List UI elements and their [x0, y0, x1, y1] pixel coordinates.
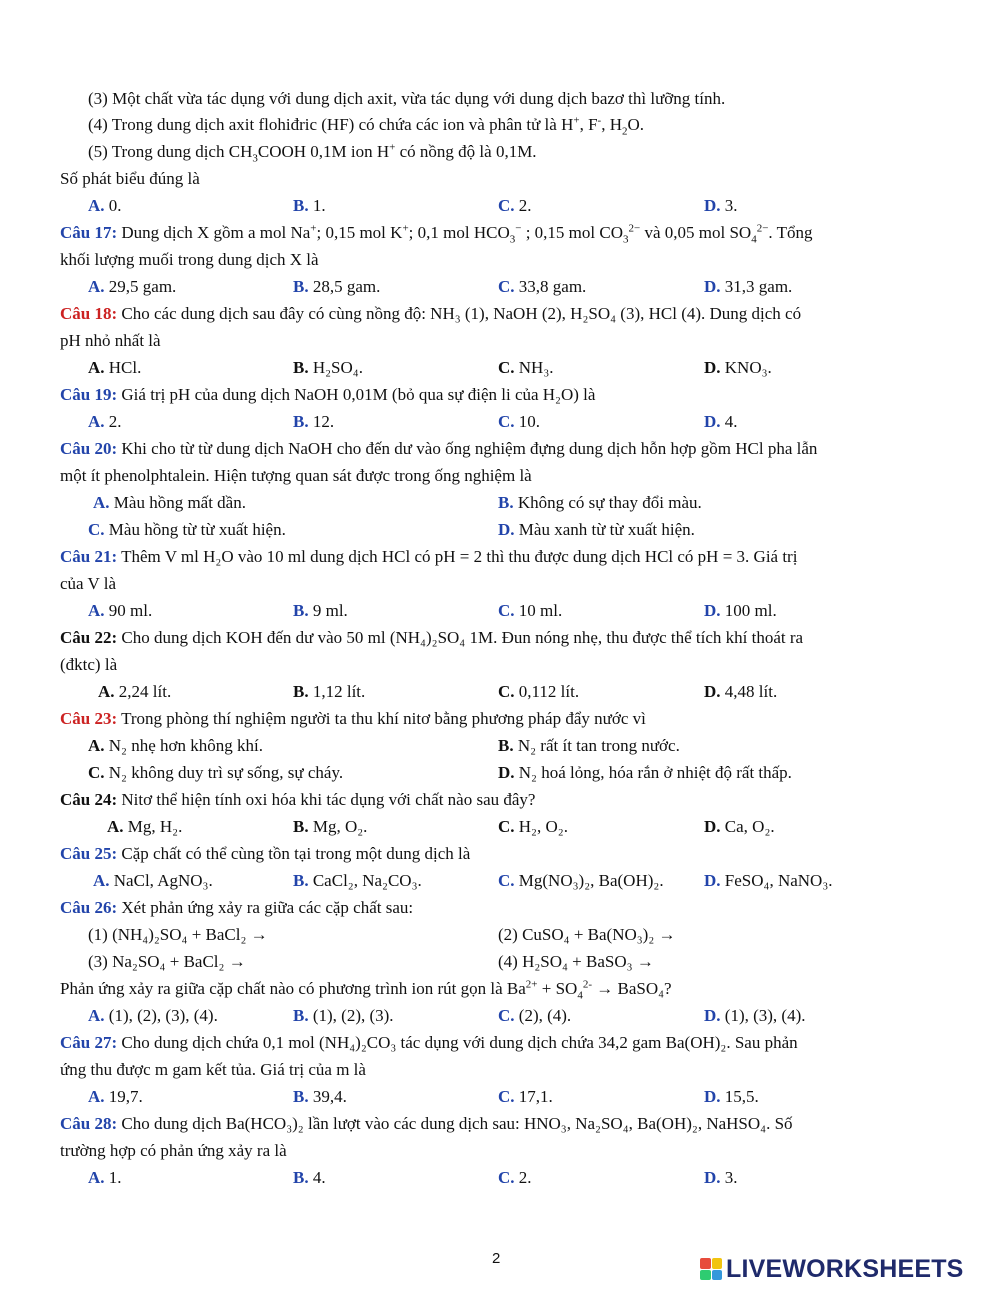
q25-text: Câu 25: Cặp chất có thể cùng tồn tại trong một dung dịch là	[60, 844, 471, 863]
q20-option-a[interactable]: A. Màu hồng mất dần.	[93, 493, 246, 512]
statement-4: (4) Trong dung dịch axit flohiđric (HF) có chứa các ion và phân tử là H+, F-, $H_2O$.	[88, 114, 645, 138]
q27-head: Câu 27:	[60, 1033, 118, 1052]
q22-text: Câu 22: Cho dung dịch KOH đến dư vào 50 ml (NH₄)₂SO₄ 1M. Đun nóng nhẹ, thu được thể tích khí thoát ra	[60, 628, 804, 647]
q22-option-d[interactable]: D. 4,48 lít.	[704, 682, 778, 701]
q22-option-a[interactable]: A. 2,24 lít.	[98, 682, 172, 701]
q26-option-a[interactable]: A. (1), (2), (3), (4).	[88, 1006, 218, 1025]
q23-head: Câu 23:	[60, 709, 118, 728]
q23-option-b[interactable]: B. N₂ rất ít tan trong nước.	[498, 736, 680, 755]
q18-option-c[interactable]: C. NH₃.	[498, 358, 554, 377]
q28-text-line2: trường hợp có phản ứng xảy ra là	[60, 1141, 287, 1160]
q22-text-line2: (đktc) là	[60, 655, 118, 674]
q17-head: Câu 17:	[60, 223, 118, 242]
q19-option-b[interactable]: B. 12.	[293, 412, 335, 431]
statement-5: (5) Trong dung dịch $CH_3COOH$ 0,1M ion H+ có nồng độ là 0,1M.	[88, 141, 537, 165]
q25-option-b[interactable]: B. CaCl₂, Na₂CO₃.	[293, 871, 422, 890]
q18-text-line2: pH nhỏ nhất là	[60, 331, 161, 350]
q28-option-d[interactable]: D. 3.	[704, 1168, 738, 1187]
q26-head: Câu 26:	[60, 898, 118, 917]
q28-option-a[interactable]: A. 1.	[88, 1168, 122, 1187]
q22-option-b[interactable]: B. 1,12 lít.	[293, 682, 366, 701]
q23-option-d[interactable]: D. N₂ hoá lỏng, hóa rắn ở nhiệt độ rất thấp.	[498, 763, 792, 782]
q25-head: Câu 25:	[60, 844, 118, 863]
q21-option-d[interactable]: D. 100 ml.	[704, 601, 777, 620]
q22-option-c[interactable]: C. 0,112 lít.	[498, 682, 580, 701]
statement-prompt: Số phát biểu đúng là	[60, 169, 200, 188]
q27-text-line2: ứng thu được m gam kết tủa. Giá trị của m là	[60, 1060, 366, 1079]
q24-option-a[interactable]: A. Mg, H₂.	[107, 817, 183, 836]
q24-option-c[interactable]: C. H₂, O₂.	[498, 817, 568, 836]
q26-reaction-4: (4) H₂SO₄ + BaSO₃ →	[498, 952, 654, 971]
q19-head: Câu 19:	[60, 385, 118, 404]
liveworksheets-logo-icon	[700, 1258, 722, 1280]
q18-option-a[interactable]: A. HCl.	[88, 358, 142, 377]
q26-reaction-1: (1) (NH₄)₂SO₄ + BaCl₂ →	[88, 925, 268, 944]
q23-option-c[interactable]: C. N₂ không duy trì sự sống, sự cháy.	[88, 763, 344, 782]
q16-option-d[interactable]: D. 3.	[704, 196, 738, 215]
q19-text: Câu 19: Giá trị pH của dung dịch NaOH 0,01M (bỏ qua sự điện li của H₂O) là	[60, 385, 596, 404]
q25-option-c[interactable]: C. Mg(NO₃)₂, Ba(OH)₂.	[498, 871, 664, 890]
q27-option-a[interactable]: A. 19,7.	[88, 1087, 143, 1106]
q17-option-a[interactable]: A. 29,5 gam.	[88, 277, 177, 296]
q19-option-c[interactable]: C. 10.	[498, 412, 541, 431]
q16-option-c[interactable]: C. 2.	[498, 196, 532, 215]
q21-option-c[interactable]: C. 10 ml.	[498, 601, 563, 620]
q20-option-c[interactable]: C. Màu hồng từ từ xuất hiện.	[88, 520, 286, 539]
q26-question: Phản ứng xảy ra giữa cặp chất nào có phương trình ion rút gọn là $Ba^{2+} + SO_4^{2-}$ → BaSO₄?	[60, 978, 672, 1002]
q17-option-b[interactable]: B. 28,5 gam.	[293, 277, 381, 296]
q26-option-b[interactable]: B. (1), (2), (3).	[293, 1006, 394, 1025]
q17-text: Câu 17: Dung dịch X gồm a mol Na+; 0,15 mol K+; 0,1 mol $HCO_3^-$ ; 0,15 mol $CO_3^{2-}$ và 0,05 mol $SO_4^{2-}$. Tổng	[60, 222, 813, 246]
q21-text-line2: của V là	[60, 574, 117, 593]
q26-option-c[interactable]: C. (2), (4).	[498, 1006, 572, 1025]
q28-option-c[interactable]: C. 2.	[498, 1168, 532, 1187]
q24-head: Câu 24:	[60, 790, 118, 809]
q25-option-a[interactable]: A. NaCl, AgNO₃.	[93, 871, 213, 890]
q17-option-c[interactable]: C. 33,8 gam.	[498, 277, 587, 296]
q24-option-d[interactable]: D. Ca, O₂.	[704, 817, 775, 836]
q28-head: Câu 28:	[60, 1114, 118, 1133]
page-number: 2	[492, 1250, 501, 1267]
liveworksheets-logo[interactable]	[700, 1255, 964, 1283]
q21-option-b[interactable]: B. 9 ml.	[293, 601, 348, 620]
q20-text-line2: một ít phenolphtalein. Hiện tượng quan sát được trong ống nghiệm là	[60, 466, 532, 485]
q23-option-a[interactable]: A. N₂ nhẹ hơn không khí.	[88, 736, 263, 755]
q27-option-d[interactable]: D. 15,5.	[704, 1087, 759, 1106]
q19-option-d[interactable]: D. 4.	[704, 412, 738, 431]
q18-option-b[interactable]: B. H₂SO₄.	[293, 358, 363, 377]
q28-text: Câu 28: Cho dung dịch Ba(HCO₃)₂ lần lượt vào các dung dịch sau: HNO₃, Na₂SO₄, Ba(OH)₂, NaHSO₄. Số	[60, 1114, 793, 1133]
q24-option-b[interactable]: B. Mg, O₂.	[293, 817, 368, 836]
q18-text: Câu 18: Cho các dung dịch sau đây có cùng nồng độ: NH₃ (1), NaOH (2), H₂SO₄ (3), HCl (4). Dung dịch có	[60, 304, 802, 323]
statement-3: (3) Một chất vừa tác dụng với dung dịch axit, vừa tác dụng với dung dịch bazơ thì lưỡng tính.	[88, 89, 726, 108]
q16-option-a[interactable]: A. 0.	[88, 196, 122, 215]
q27-option-c[interactable]: C. 17,1.	[498, 1087, 553, 1106]
q20-head: Câu 20:	[60, 439, 118, 458]
q22-head: Câu 22:	[60, 628, 118, 647]
q18-head: Câu 18:	[60, 304, 118, 323]
q28-option-b[interactable]: B. 4.	[293, 1168, 326, 1187]
q21-head: Câu 21:	[60, 547, 118, 566]
q20-option-d[interactable]: D. Màu xanh từ từ xuất hiện.	[498, 520, 695, 539]
q27-text: Câu 27: Cho dung dịch chứa 0,1 mol (NH₄)₂CO₃ tác dụng với dung dịch chứa 34,2 gam Ba(OH)₂. Sau phản	[60, 1033, 798, 1052]
q16-option-b[interactable]: B. 1.	[293, 196, 326, 215]
q23-text: Câu 23: Trong phòng thí nghiệm người ta thu khí nitơ bằng phương pháp đẩy nước vì	[60, 709, 646, 728]
q19-option-a[interactable]: A. 2.	[88, 412, 122, 431]
q25-option-d[interactable]: D. FeSO₄, NaNO₃.	[704, 871, 833, 890]
liveworksheets-logo-text: LIVEWORKSHEETS	[726, 1254, 964, 1283]
q21-option-a[interactable]: A. 90 ml.	[88, 601, 153, 620]
q20-text: Câu 20: Khi cho từ từ dung dịch NaOH cho đến dư vào ống nghiệm đựng dung dịch hỗn hợp gồm HCl pha lẫn	[60, 439, 818, 458]
q20-option-b[interactable]: B. Không có sự thay đổi màu.	[498, 493, 702, 512]
q17-text-line2: khối lượng muối trong dung dịch X là	[60, 250, 319, 269]
q17-option-d[interactable]: D. 31,3 gam.	[704, 277, 793, 296]
q24-text: Câu 24: Nitơ thể hiện tính oxi hóa khi tác dụng với chất nào sau đây?	[60, 790, 536, 809]
q26-reaction-2: (2) CuSO₄ + Ba(NO₃)₂ →	[498, 925, 676, 944]
q21-text: Câu 21: Thêm V ml H₂O vào 10 ml dung dịch HCl có pH = 2 thì thu được dung dịch HCl có pH = 3. Giá trị	[60, 547, 798, 566]
q27-option-b[interactable]: B. 39,4.	[293, 1087, 347, 1106]
q26-text: Câu 26: Xét phản ứng xảy ra giữa các cặp chất sau:	[60, 898, 414, 917]
q18-option-d[interactable]: D. KNO₃.	[704, 358, 772, 377]
q26-reaction-3: (3) Na₂SO₄ + BaCl₂ →	[88, 952, 246, 971]
q26-option-d[interactable]: D. (1), (3), (4).	[704, 1006, 806, 1025]
